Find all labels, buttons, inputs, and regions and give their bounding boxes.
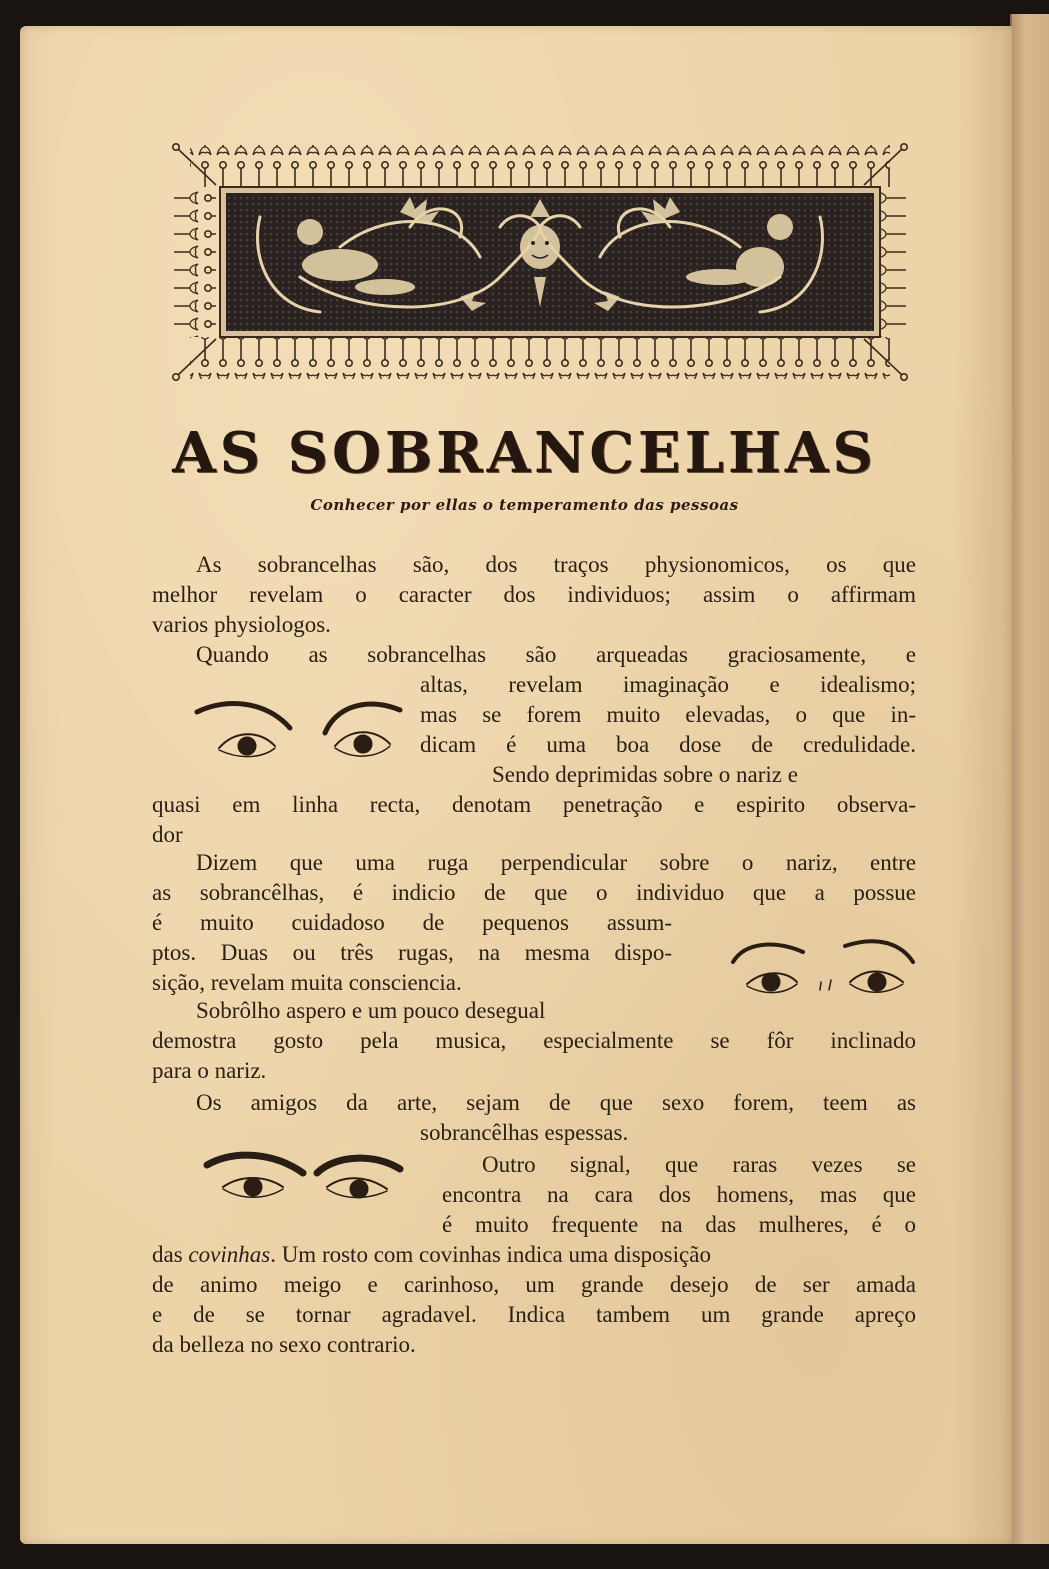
text-line: de animo meigo e carinhoso, um grande desejo de ser amada [152,1272,916,1297]
ornament-border-icon [160,117,920,387]
text-line: é muito frequente na das mulheres, é o [442,1212,916,1237]
text-line: dicam é uma boa dose de credulidade. [420,732,916,757]
text-line: quasi em linha recta, denotam penetração e espirito observa- [152,792,916,817]
text-line: melhor revelam o caracter dos individuos; assim o affirmam [152,582,916,607]
text-line-with-italic [152,1240,916,1270]
text-line: Outro signal, que raras vezes se [482,1152,916,1177]
paragraph-7 [152,1150,916,1360]
knit-eyebrows-illustration [725,932,925,1002]
text-line: Os amigos da arte, sejam de que sexo forem, teem as [196,1090,916,1115]
text-line: Quando as sobrancelhas são arqueadas graciosamente, e [196,642,916,667]
paragraph-6 [152,1088,916,1148]
text-line: demostra gosto pela musica, especialmente se fôr inclinado [152,1028,916,1053]
ornamental-header [160,117,920,387]
text-line: da belleza no sexo contrario. [152,1332,416,1357]
text-line: Dizem que uma ruga perpendicular sobre o nariz, entre [196,850,916,875]
text-line: dor [152,822,183,847]
adjacent-page-edge [1010,14,1049,1544]
text-line: sição, revelam muita consciencia. [152,970,462,995]
text-fragment: . Um rosto com covinhas indica uma disposição [270,1242,711,1267]
emphasized-term: covinhas [188,1242,271,1267]
text-line: ptos. Duas ou três rugas, na mesma dispo- [152,940,672,965]
page-subtitle: Conhecer por ellas o temperamento das pessoas [310,496,739,514]
text-line: mas se forem muito elevadas, o que in- [420,702,916,727]
text-line: altas, revelam imaginação e idealismo; [420,672,916,697]
paragraph-5 [152,996,916,1086]
text-fragment: das [152,1242,183,1267]
paragraph-1 [152,550,916,640]
text-line: e de se tornar agradavel. Indica tambem um grande apreço [152,1302,916,1327]
page-title: AS SOBRANCELHAS [172,420,877,486]
text-line: varios physiologos. [152,612,331,637]
arched-eyebrows-illustration [185,688,435,768]
text-line: para o nariz. [152,1058,267,1083]
text-line: Sendo deprimidas sobre o nariz e [492,762,798,787]
text-line: encontra na cara dos homens, mas que [442,1182,916,1207]
text-line: é muito cuidadoso de pequenos assum- [152,910,672,935]
text-line: as sobrancêlhas, é indicio de que o individuo que a possue [152,880,916,905]
paragraph-3 [152,760,916,850]
text-line: As sobrancelhas são, dos traços physionomicos, os que [196,552,916,577]
text-line: sobrancêlhas espessas. [420,1120,629,1145]
text-line: Sobrôlho aspero e um pouco desegual [196,998,546,1023]
